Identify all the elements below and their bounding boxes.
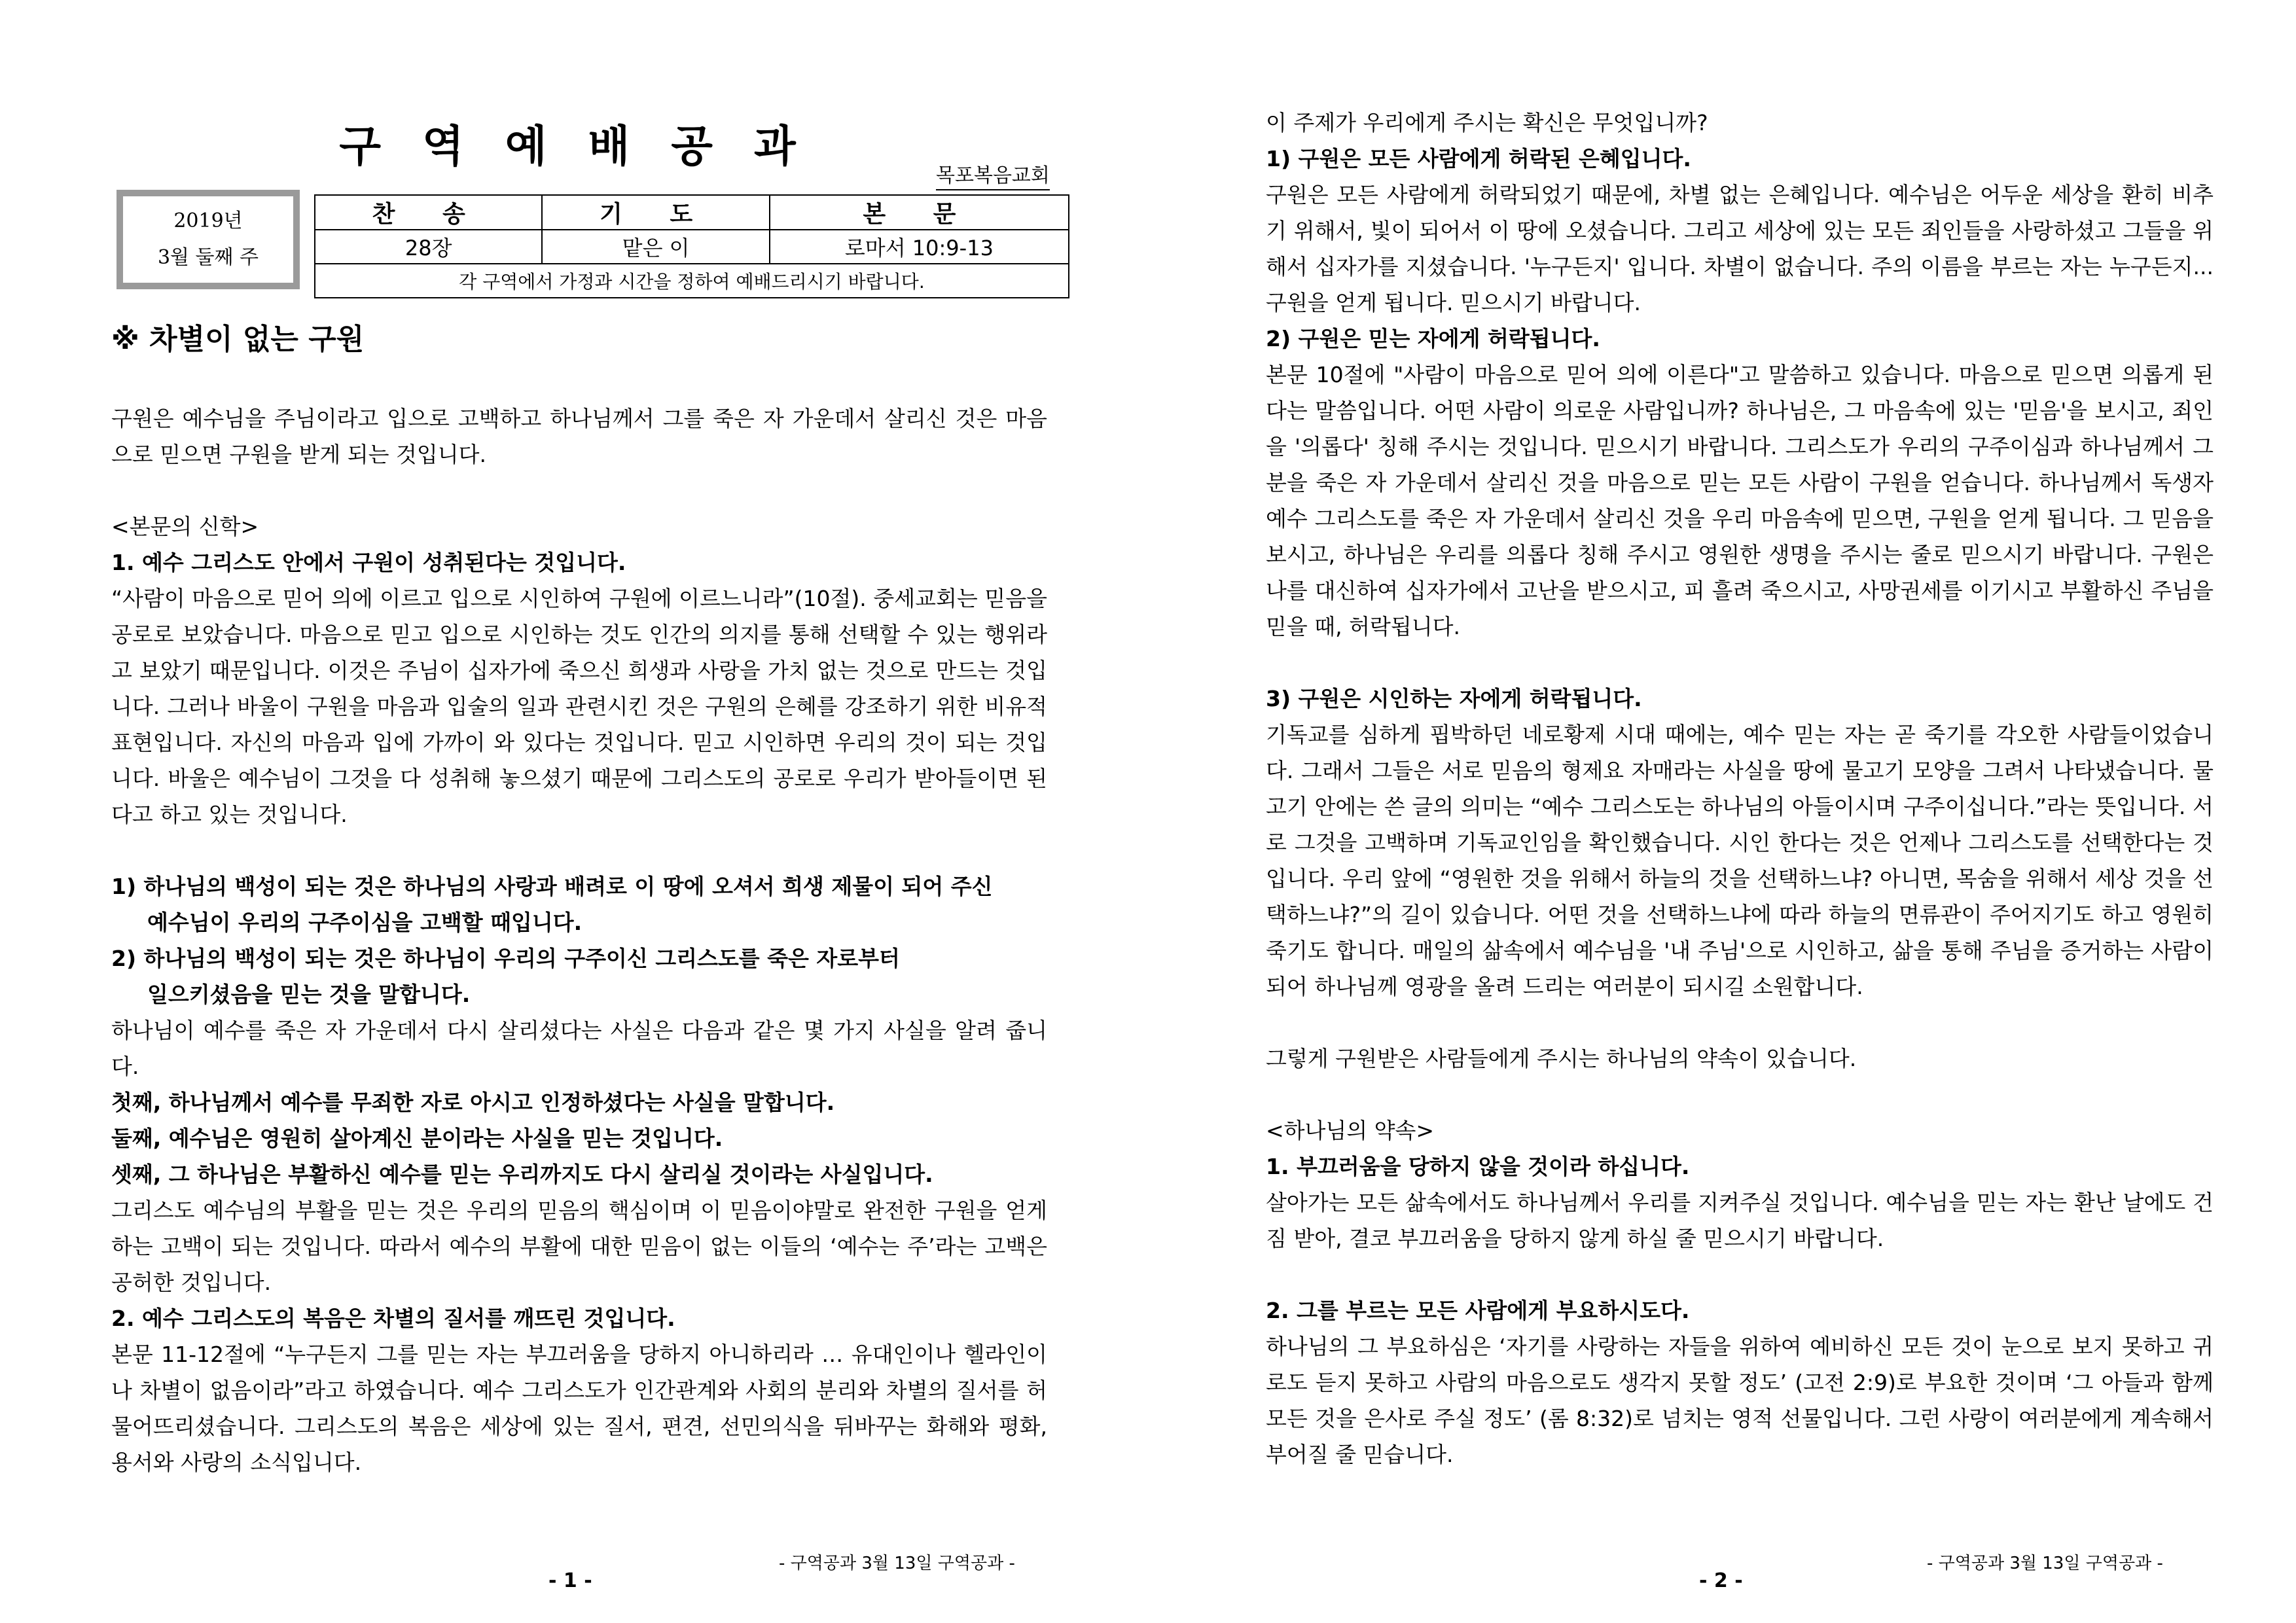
point-third: 셋째, 그 하나님은 부활하신 예수를 믿는 우리까지도 다시 살리실 것이라는 사실입니다.: [111, 1162, 933, 1187]
subpoint-2a: 2) 하나님의 백성이 되는 것은 하나님이 우리의 구주이신 그리스도를 죽은 자로부터: [111, 946, 900, 971]
service-note: 각 구역에서 가정과 시간을 정하여 예배드리시기 바랍니다.: [315, 264, 1069, 298]
point-second: 둘째, 예수님은 영원히 살아계신 분이라는 사실을 믿는 것입니다.: [111, 1126, 723, 1151]
header-prayer: 기 도: [542, 195, 769, 230]
paragraph-2: 하나님이 예수를 죽은 자 가운데서 다시 살리셨다는 사실은 다음과 같은 몇 가지 사실을 알려 줍니다.: [111, 1018, 1047, 1079]
assurance-heading-1: 1) 구원은 모든 사람에게 허락된 은혜입니다.: [1266, 146, 1691, 171]
section-heading-1: 1. 예수 그리스도 안에서 구원이 성취된다는 것입니다.: [111, 550, 626, 575]
sermon-subject: ※ 차별이 없는 구원: [111, 323, 365, 356]
assurance-paragraph-3: 기독교를 심하게 핍박하던 네로황제 시대 때에는, 예수 믿는 자는 곧 죽기를 각오한 사람들이었습니다. 그래서 그들은 서로 믿음의 형제요 자매라는 사실을 땅에 물고기 모양을 그려서 나타냈습니다. 물고기 안에는 쓴 글의 의미는 “예수 그리스도는 하나님의 아들이시며 구주이십니다.”라는 뜻입니다. 서로 그것을 고백하며 기독교인임을 확인했습니다. 시인 한다는 것은 언제나 그리스도를 선택한다는 것입니다. 우리 앞에 “영원한 것을 위해서 하늘의 것을 선택하느냐? 아니면, 목숨을 위해서 세상 것을 선택하느냐?”의 길이 있습니다. 어떤 것을 선택하느냐에 따라 하늘의 면류관이 주어지기도 하고 영원히 죽기도 합니다. 매일의 삶속에서 예수님을 '내 주님'으로 시인하고, 삶을 통해 주님을 증거하는 사람이 되어 하나님께 영광을 올려 드리는 여러분이 되시길 소원합니다.: [1266, 722, 2214, 999]
page1-footer: - 구역공과 3월 13일 구역공과 -: [779, 1554, 1015, 1573]
promise-heading-1: 1. 부끄러움을 당하지 않을 것이라 하십니다.: [1266, 1154, 1690, 1179]
date-week: 3월 둘째 주: [157, 246, 259, 269]
church-name: 목포복음교회: [936, 159, 1050, 190]
promise-paragraph-1: 살아가는 모든 삶속에서도 하나님께서 우리를 지켜주실 것입니다. 예수님을 믿는 자는 환난 날에도 건짐 받아, 결코 부끄러움을 당하지 않게 하실 줄 믿으시기 바랍니다.: [1266, 1190, 2214, 1251]
page-number-2: - 2 -: [1699, 1569, 1743, 1592]
header-scripture: 본 문: [770, 195, 1069, 230]
page-number-1: - 1 -: [548, 1569, 592, 1592]
value-prayer: 맡은 이: [542, 230, 769, 264]
subpoint-2b: 일으키셨음을 믿는 것을 말합니다.: [147, 982, 471, 1007]
promise-label: <하나님의 약속>: [1266, 1118, 1435, 1143]
service-info-table: [314, 194, 1069, 298]
paragraph-4: 본문 11-12절에 “누구든지 그를 믿는 자는 부끄러움을 당하지 아니하리라 … 유대인이나 헬라인이나 차별이 없음이라”라고 하였습니다. 예수 그리스도가 인간관계와 사회의 분리와 차별의 질서를 허물어뜨리셨습니다. 그리스도의 복음은 세상에 있는 질서, 편견, 선민의식을 뒤바꾸는 화해와 평화, 용서와 사랑의 소식입니다.: [111, 1342, 1047, 1475]
assurance-paragraph-1: 구원은 모든 사람에게 허락되었기 때문에, 차별 없는 은혜입니다. 예수님은 어두운 세상을 환히 비추기 위해서, 빛이 되어서 이 땅에 오셨습니다. 그리고 세상에 있는 모든 죄인들을 사랑하셨고 그들을 위해서 십자가를 지셨습니다. '누구든지' 입니다. 차별이 없습니다. 주의 이름을 부르는 자는 누구든지... 구원을 얻게 됩니다. 믿으시기 바랍니다.: [1266, 182, 2214, 315]
assurance-paragraph-2: 본문 10절에 "사람이 마음으로 믿어 의에 이른다"고 말씀하고 있습니다. 마음으로 믿으면 의롭게 된다는 말씀입니다. 어떤 사람이 의로운 사람입니까? 하나님은, 그 마음속에 있는 '믿음'을 보시고, 죄인을 '의롭다' 칭해 주시는 것입니다. 믿으시기 바랍니다. 그리스도가 우리의 구주이심과 하나님께서 그 분을 죽은 자 가운데서 살리신 것을 마음으로 믿는 모든 사람이 구원을 얻습니다. 하나님께서 독생자 예수 그리스도를 죽은 자 가운데서 살리신 것을 우리 마음속에 믿으면, 구원을 얻게 됩니다. 그 믿음을 보시고, 하나님은 우리를 의롭다 칭해 주시고 영원한 생명을 주시는 줄로 믿으시기 바랍니다. 구원은 나를 대신하여 십자가에서 고난을 받으시고, 피 흘려 죽으시고, 사망권세를 이기시고 부활하신 주님을 믿을 때, 허락됩니다.: [1266, 362, 2214, 639]
assurance-heading-3: 3) 구원은 시인하는 자에게 허락됩니다.: [1266, 686, 1642, 711]
value-hymn: 28장: [315, 230, 542, 264]
page1-body: [111, 401, 1047, 1480]
theology-label: <본문의 신학>: [111, 514, 259, 539]
promise-paragraph-2: 하나님의 그 부요하심은 ‘자기를 사랑하는 자들을 위하여 예비하신 모든 것이 눈으로 보지 못하고 귀로도 듣지 못하고 사람의 마음으로도 생각지 못할 정도’ (고전 2:9)로 부요한 것이며 ‘그 아들과 함께 모든 것을 은사로 주실 정도’ (롬 8:32)로 넘치는 영적 선물입니다. 그런 사랑이 여러분에게 계속해서 부어질 줄 믿습니다.: [1266, 1334, 2214, 1467]
date-year: 2019년: [173, 209, 243, 232]
header-hymn: 찬 송: [315, 195, 542, 230]
paragraph-3: 그리스도 예수님의 부활을 믿는 것은 우리의 믿음의 핵심이며 이 믿음이야말로 완전한 구원을 얻게 하는 고백이 되는 것입니다. 따라서 예수의 부활에 대한 믿음이 없는 이들의 ‘예수는 주’라는 고백은 공허한 것입니다.: [111, 1198, 1047, 1295]
subpoint-1b: 예수님이 우리의 구주이심을 고백할 때입니다.: [147, 910, 583, 935]
page2-body: [1266, 105, 2214, 1472]
date-box: [117, 190, 300, 289]
page2-footer: - 구역공과 3월 13일 구역공과 -: [1927, 1554, 2163, 1573]
intro-paragraph: 구원은 예수님을 주님이라고 입으로 고백하고 하나님께서 그를 죽은 자 가운데서 살리신 것은 마음으로 믿으면 구원을 받게 되는 것입니다.: [111, 406, 1047, 467]
subpoint-1a: 1) 하나님의 백성이 되는 것은 하나님의 사랑과 배려로 이 땅에 오셔서 희생 제물이 되어 주신: [111, 874, 993, 899]
question-line: 이 주제가 우리에게 주시는 확신은 무엇입니까?: [1266, 110, 1708, 135]
point-first: 첫째, 하나님께서 예수를 무죄한 자로 아시고 인정하셨다는 사실을 말합니다.: [111, 1090, 835, 1115]
paragraph-1: “사람이 마음으로 믿어 의에 이르고 입으로 시인하여 구원에 이르느니라”(10절). 중세교회는 믿음을 공로로 보았습니다. 마음으로 믿고 입으로 시인하는 것도 인간의 의지를 통해 선택할 수 있는 행위라고 보았기 때문입니다. 이것은 주님이 십자가에 죽으신 희생과 사랑을 가치 없는 것으로 만드는 것입니다. 그러나 바울이 구원을 마음과 입술의 일과 관련시킨 것은 구원의 은혜를 강조하기 위한 비유적 표현입니다. 자신의 마음과 입에 가까이 와 있다는 것입니다. 믿고 시인하면 우리의 것이 되는 것입니다. 바울은 예수님이 그것을 다 성취해 놓으셨기 때문에 그리스도의 공로로 우리가 받아들이면 된다고 하고 있는 것입니다.: [111, 586, 1047, 827]
promise-intro: 그렇게 구원받은 사람들에게 주시는 하나님의 약속이 있습니다.: [1266, 1046, 1857, 1071]
page-2: [1148, 0, 2296, 1623]
value-scripture: 로마서 10:9-13: [770, 230, 1069, 264]
promise-heading-2: 2. 그를 부르는 모든 사람에게 부요하시도다.: [1266, 1298, 1690, 1323]
page-title: 구 역 예 배 공 과: [339, 121, 809, 171]
assurance-heading-2: 2) 구원은 믿는 자에게 허락됩니다.: [1266, 326, 1600, 351]
section-heading-2: 2. 예수 그리스도의 복음은 차별의 질서를 깨뜨린 것입니다.: [111, 1306, 675, 1331]
